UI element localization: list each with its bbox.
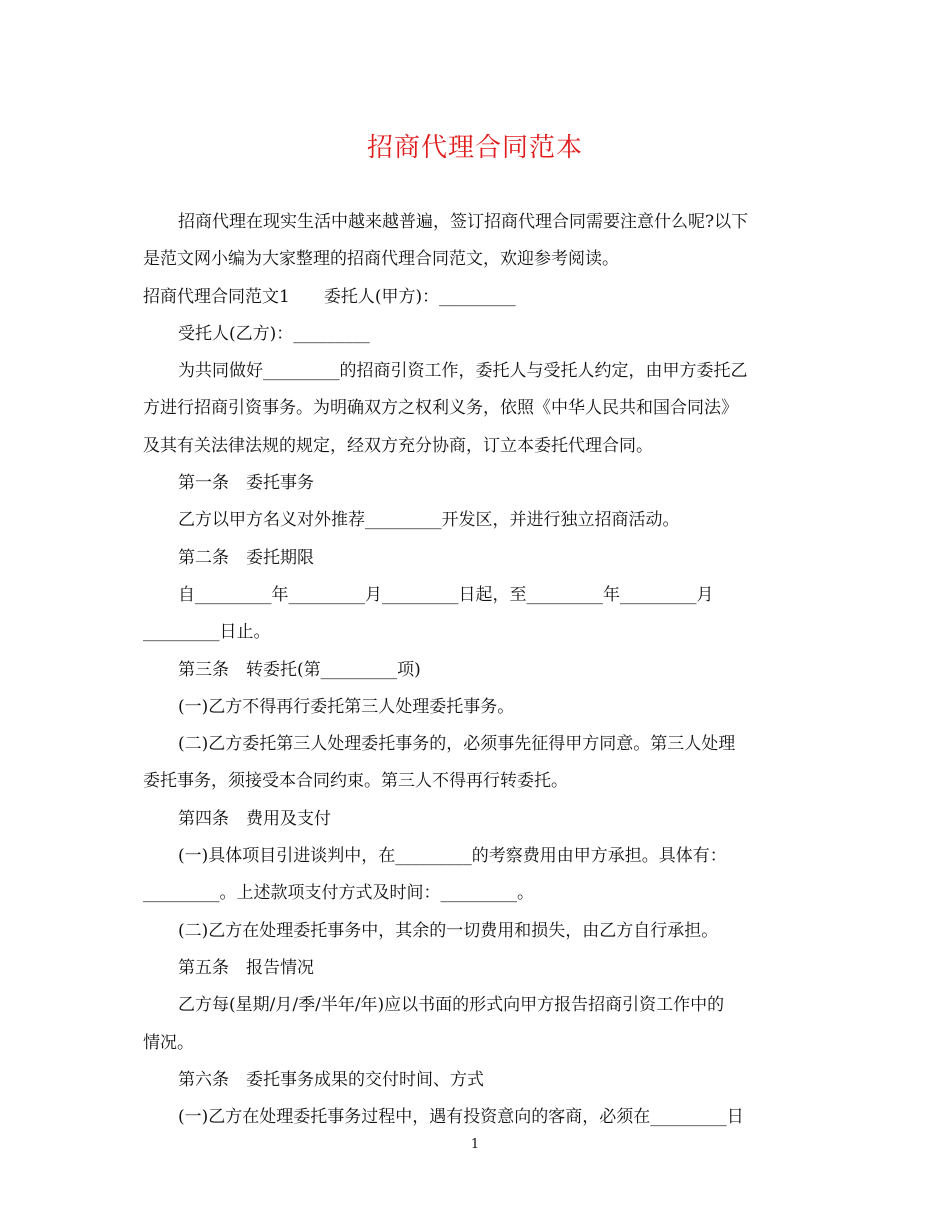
document-body <box>143 204 808 1136</box>
article-heading: 第六条 委托事务成果的交付时间、方式 <box>178 1069 484 1090</box>
paragraph-line: 委托事务，须接受本合同约束。第三人不得再行转委托。 <box>143 771 568 792</box>
sample-heading-line <box>143 279 808 316</box>
paragraph-line: (一)乙方不得再行委托第三人处理委托事务。 <box>178 696 515 717</box>
paragraph-line: _________。上述款项支付方式及时间：_________。 <box>143 883 534 904</box>
agent-field: 受托人(乙方)：_________ <box>178 323 370 344</box>
article-heading: 第四条 费用及支付 <box>178 808 331 829</box>
paragraph-line: (二)乙方委托第三人处理委托事务的，必须事先征得甲方同意。第三人处理 <box>178 734 736 755</box>
paragraph-line: 乙方以甲方名义对外推荐_________开发区，并进行独立招商活动。 <box>178 510 680 531</box>
paragraph-line: (二)乙方在处理委托事务中，其余的一切费用和损失，由乙方自行承担。 <box>178 920 719 941</box>
paragraph-line: 是范文网小编为大家整理的招商代理合同范文，欢迎参考阅读。 <box>143 249 619 270</box>
article-heading: 第一条 委托事务 <box>178 473 314 494</box>
paragraph-line: (一)乙方在处理委托事务过程中，遇有投资意向的客商，必须在_________日 <box>178 1107 744 1128</box>
paragraph-line: 自_________年_________月_________日起，至_________年_________月 <box>178 584 714 605</box>
paragraph-line: 情况。 <box>143 1032 194 1053</box>
article-heading: 第二条 委托期限 <box>178 547 314 568</box>
paragraph-line: 及其有关法律法规的规定，经双方充分协商，订立本委托代理合同。 <box>143 435 653 456</box>
article-heading: 第五条 报告情况 <box>178 957 314 978</box>
sample-heading: 招商代理合同范文1 <box>143 286 290 307</box>
document-title: 招商代理合同范本 <box>366 133 583 163</box>
principal-field: 委托人(甲方)：_________ <box>323 286 516 307</box>
paragraph-line: (一)具体项目引进谈判中，在_________的考察费用由甲方承担。具体有： <box>178 846 727 867</box>
page-number: 1 <box>470 1137 480 1152</box>
article-heading: 第三条 转委托(第_________项) <box>178 659 421 680</box>
paragraph-line: 为共同做好_________的招商引资工作，委托人与受托人约定，由甲方委托乙 <box>178 361 748 382</box>
paragraph-line: _________日止。 <box>143 622 271 643</box>
paragraph-line: 招商代理在现实生活中越来越普遍，签订招商代理合同需要注意什么呢?以下 <box>178 212 749 232</box>
paragraph-line: 方进行招商引资事务。为明确双方之权利义务，依照《中华人民共和国合同法》 <box>143 398 738 419</box>
paragraph-line: 乙方每(星期/月/季/半年/年)应以书面的形式向甲方报告招商引资工作中的 <box>178 995 725 1016</box>
